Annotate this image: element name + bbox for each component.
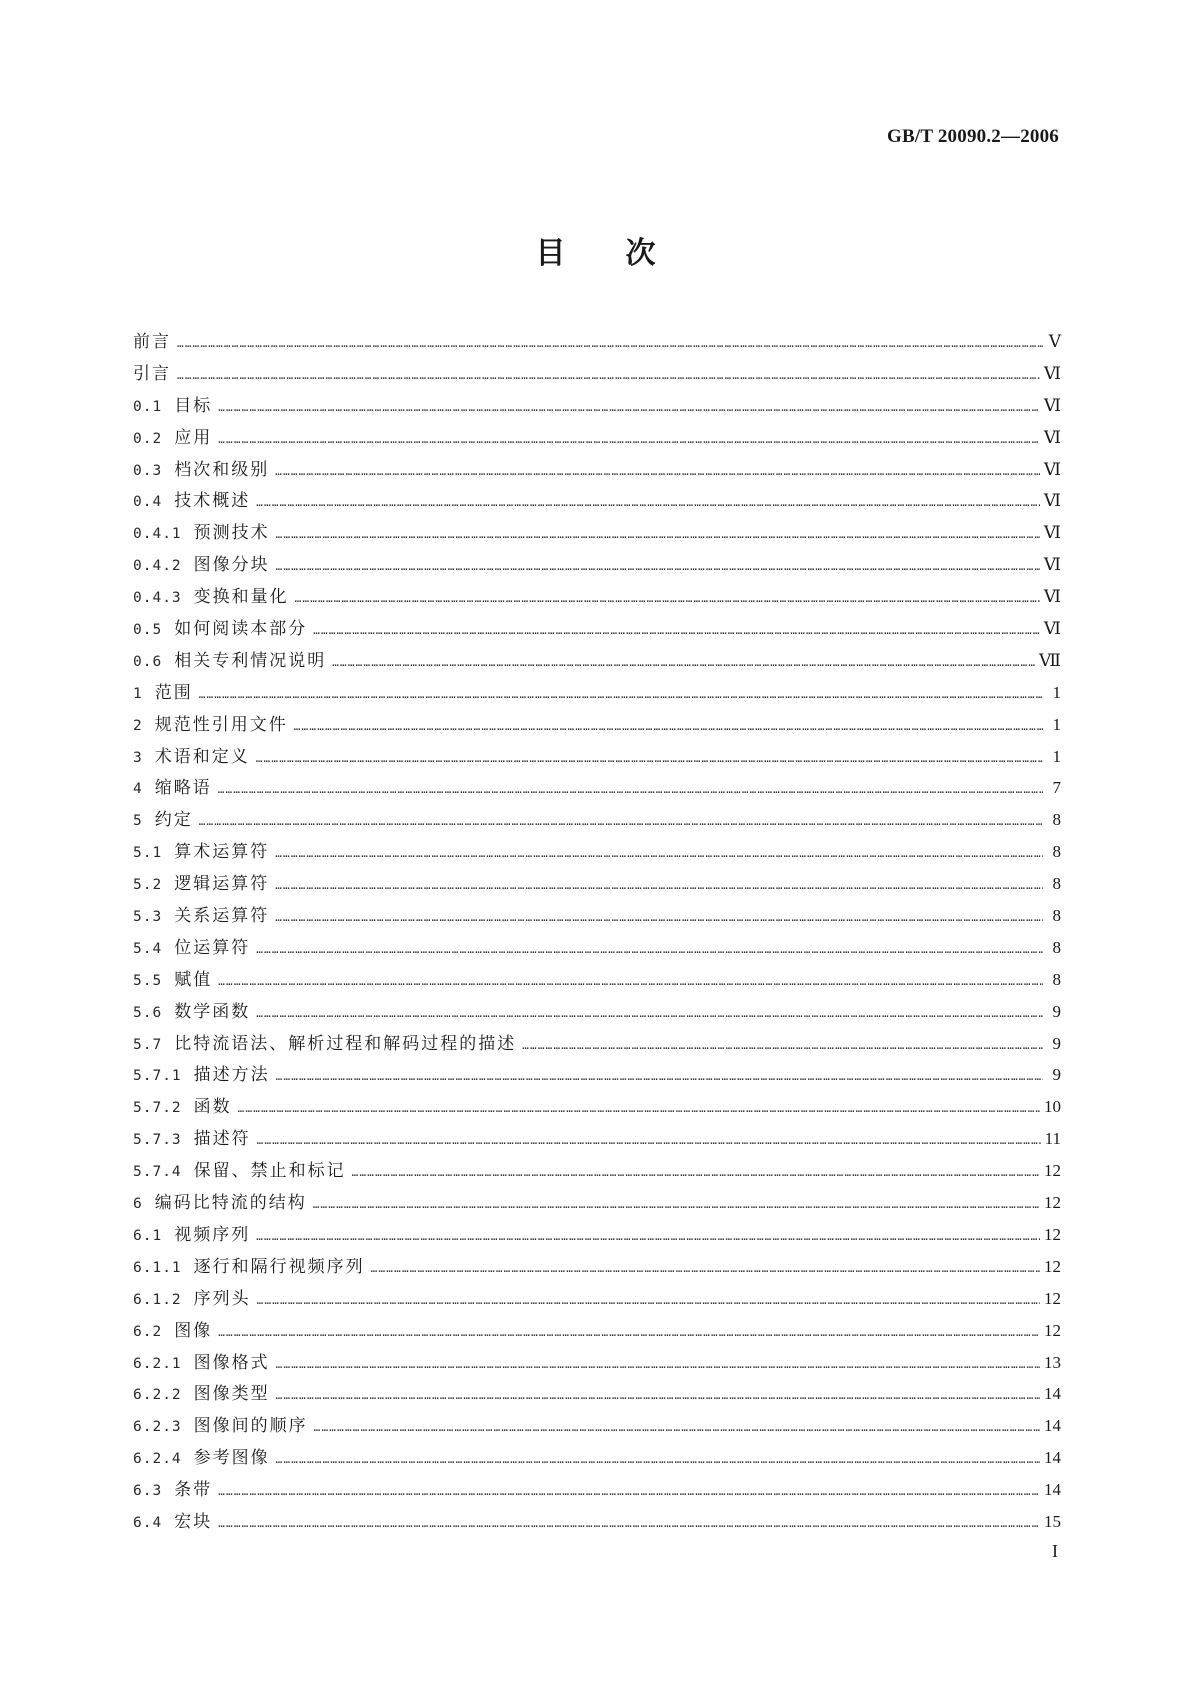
toc-entry[interactable]: [133, 682, 1061, 714]
toc-entry[interactable]: [133, 1128, 1061, 1160]
toc-entry-page: 12: [1044, 1288, 1061, 1308]
toc-entry-page: 14: [1044, 1480, 1061, 1500]
toc-entry-title: 相关专利情况说明: [174, 650, 327, 671]
toc-entry-title: 比特流语法、解析过程和解码过程的描述: [174, 1033, 517, 1054]
toc-entry-number: 6.2.4: [133, 1451, 182, 1468]
toc-entry-page: Ⅴ: [1048, 332, 1061, 351]
toc-entry-title: 图像格式: [193, 1352, 270, 1373]
toc-entry-title: 逻辑运算符: [174, 874, 270, 895]
toc-entry-title: 视频序列: [174, 1224, 251, 1245]
toc-entry-title: 范围: [154, 682, 193, 703]
toc-entry-title: 函数: [193, 1097, 232, 1118]
toc-dot-leader: [218, 779, 1043, 801]
toc-dot-leader: [218, 1481, 1040, 1503]
toc-entry-number: 5.4: [133, 940, 163, 957]
toc-entry[interactable]: [133, 1224, 1061, 1256]
toc-entry-page: 14: [1044, 1384, 1061, 1404]
toc-entry-title: 预测技术: [193, 523, 270, 544]
toc-entry-page: 10: [1044, 1097, 1061, 1117]
toc-entry-number: 0.3: [133, 462, 163, 479]
toc-entry-number: 0.4.3: [133, 590, 182, 607]
toc-dot-leader: [313, 620, 1040, 642]
toc-entry-title: 技术概述: [174, 491, 251, 512]
toc-dot-leader: [218, 1513, 1040, 1535]
toc-entry[interactable]: [133, 777, 1061, 809]
toc-entry-number: 6.2.2: [133, 1387, 182, 1404]
toc-dot-leader: [276, 524, 1040, 546]
toc-entry[interactable]: [133, 1415, 1061, 1447]
toc-entry-page: 15: [1044, 1511, 1061, 1531]
toc-entry[interactable]: [133, 873, 1061, 905]
toc-entry-title: 目标: [174, 395, 213, 416]
toc-entry[interactable]: [133, 363, 1061, 395]
toc-entry[interactable]: [133, 746, 1061, 778]
toc-entry-page: 9: [1052, 1033, 1061, 1053]
toc-entry-page: 8: [1052, 906, 1061, 926]
toc-entry[interactable]: [133, 1096, 1061, 1128]
toc-entry[interactable]: [133, 1192, 1061, 1224]
toc-entry[interactable]: [133, 937, 1061, 969]
toc-entry[interactable]: [133, 395, 1061, 427]
toc-entry[interactable]: [133, 1288, 1061, 1320]
toc-entry-page: 9: [1052, 1001, 1061, 1021]
toc-entry-title: 算术运算符: [174, 842, 270, 863]
toc-entry-number: 5.7: [133, 1036, 163, 1053]
toc-entry[interactable]: [133, 1479, 1061, 1511]
toc-dot-leader: [256, 939, 1043, 961]
toc-dot-leader: [256, 492, 1040, 514]
toc-entry[interactable]: [133, 459, 1061, 491]
toc-entry-title: 编码比特流的结构: [154, 1193, 307, 1214]
toc-dot-leader: [295, 588, 1040, 610]
toc-entry[interactable]: [133, 841, 1061, 873]
toc-entry-page: 1: [1052, 714, 1061, 734]
toc-dot-leader: [276, 1449, 1040, 1471]
page-title: 目次: [535, 236, 716, 271]
toc-entry[interactable]: [133, 714, 1061, 746]
toc-entry-page: Ⅵ: [1043, 587, 1061, 607]
toc-entry-page: Ⅵ: [1043, 459, 1061, 479]
toc-entry-number: 0.4: [133, 494, 163, 511]
toc-entry-page: 8: [1052, 842, 1061, 862]
toc-entry-number: 4: [133, 781, 143, 798]
toc-entry-page: Ⅶ: [1039, 650, 1061, 670]
toc-entry-title: 图像: [174, 1320, 213, 1341]
toc-entry-title: 应用: [174, 427, 213, 448]
toc-entry-page: 12: [1044, 1161, 1061, 1181]
toc-dot-leader: [199, 811, 1043, 833]
toc-entry-title: 前言: [133, 332, 171, 352]
toc-entry-number: 6.1.1: [133, 1259, 182, 1276]
toc-dot-leader: [276, 556, 1040, 578]
toc-entry-title: 变换和量化: [193, 587, 289, 608]
toc-dot-leader: [314, 1417, 1040, 1439]
toc-entry-page: 1: [1052, 682, 1061, 702]
toc-dot-leader: [218, 397, 1040, 419]
toc-entry-page: 8: [1052, 874, 1061, 894]
toc-dot-leader: [177, 333, 1043, 355]
toc-entry-page: 14: [1044, 1416, 1061, 1436]
toc-entry-number: 5.1: [133, 845, 163, 862]
toc-dot-leader: [218, 1322, 1040, 1344]
toc-dot-leader: [371, 1258, 1040, 1280]
toc-entry-title: 图像间的顺序: [193, 1416, 308, 1437]
toc-dot-leader: [256, 1003, 1043, 1025]
toc-entry-number: 3: [133, 749, 143, 766]
toc-entry[interactable]: [133, 650, 1061, 682]
toc-entry[interactable]: [133, 1160, 1061, 1192]
toc-entry-page: Ⅵ: [1043, 555, 1061, 575]
page-number: I: [1052, 1541, 1058, 1561]
toc-dot-leader: [276, 1066, 1043, 1088]
toc-entry-title: 如何阅读本部分: [174, 619, 308, 640]
toc-entry-title: 缩略语: [154, 778, 212, 799]
toc-entry[interactable]: [133, 1447, 1061, 1479]
toc-entry-title: 术语和定义: [154, 746, 250, 767]
table-of-contents: [133, 331, 1061, 1543]
toc-dot-leader: [276, 1354, 1040, 1376]
toc-entry-number: 0.5: [133, 622, 163, 639]
toc-entry-number: 1: [133, 685, 143, 702]
toc-entry-title: 约定: [154, 810, 193, 831]
toc-entry[interactable]: [133, 905, 1061, 937]
toc-dot-leader: [256, 748, 1043, 770]
toc-entry-page: 8: [1052, 937, 1061, 957]
toc-entry-title: 关系运算符: [174, 906, 270, 927]
toc-entry-number: 5.3: [133, 909, 163, 926]
toc-entry-title: 描述方法: [193, 1065, 270, 1086]
toc-entry-page: 14: [1044, 1448, 1061, 1468]
toc-entry-title: 赋值: [174, 969, 213, 990]
toc-dot-leader: [218, 971, 1043, 993]
toc-dot-leader: [218, 429, 1040, 451]
toc-entry-title: 逐行和隔行视频序列: [193, 1256, 365, 1277]
toc-entry[interactable]: [133, 1320, 1061, 1352]
toc-entry-number: 0.2: [133, 430, 163, 447]
toc-entry[interactable]: [133, 1511, 1061, 1543]
toc-entry[interactable]: [133, 1383, 1061, 1415]
toc-entry-number: 5.7.3: [133, 1132, 182, 1149]
toc-entry-number: 5.7.1: [133, 1068, 182, 1085]
toc-dot-leader: [275, 461, 1040, 483]
toc-dot-leader: [276, 1385, 1040, 1407]
toc-dot-leader: [352, 1162, 1040, 1184]
toc-entry-title: 图像分块: [193, 555, 270, 576]
toc-entry-page: 8: [1052, 969, 1061, 989]
toc-entry-title: 档次和级别: [174, 459, 270, 480]
toc-entry-page: Ⅵ: [1043, 363, 1061, 383]
toc-entry-page: 12: [1044, 1193, 1061, 1213]
toc-entry[interactable]: [133, 490, 1061, 522]
toc-entry[interactable]: [133, 1033, 1061, 1065]
toc-entry[interactable]: [133, 809, 1061, 841]
toc-entry-page: 12: [1044, 1256, 1061, 1276]
toc-entry[interactable]: [133, 1256, 1061, 1288]
toc-entry-page: 1: [1052, 746, 1061, 766]
toc-entry[interactable]: [133, 1064, 1061, 1096]
standard-code: GB/T 20090.2—2006: [887, 126, 1059, 147]
toc-entry-page: 9: [1052, 1065, 1061, 1085]
toc-entry[interactable]: [133, 1001, 1061, 1033]
toc-dot-leader: [522, 1035, 1043, 1057]
toc-entry-page: 12: [1044, 1224, 1061, 1244]
toc-entry-title: 描述符: [193, 1129, 251, 1150]
toc-entry-number: 6.2: [133, 1323, 163, 1340]
toc-dot-leader: [313, 1194, 1040, 1216]
toc-entry-number: 6: [133, 1196, 143, 1213]
toc-dot-leader: [257, 1130, 1041, 1152]
toc-entry-page: Ⅵ: [1043, 427, 1061, 447]
toc-entry-number: 6.1: [133, 1227, 163, 1244]
toc-entry-page: Ⅵ: [1043, 523, 1061, 543]
toc-entry-number: 5.5: [133, 972, 163, 989]
toc-entry-number: 5.2: [133, 877, 163, 894]
toc-entry-page: 8: [1052, 810, 1061, 830]
toc-entry-number: 6.2.1: [133, 1355, 182, 1372]
toc-entry-title: 保留、禁止和标记: [193, 1161, 346, 1182]
toc-entry-page: 11: [1044, 1129, 1061, 1149]
toc-entry[interactable]: [133, 969, 1061, 1001]
toc-entry-number: 5.7.4: [133, 1164, 182, 1181]
toc-entry[interactable]: [133, 618, 1061, 650]
toc-entry-page: Ⅵ: [1043, 491, 1061, 511]
toc-dot-leader: [257, 1290, 1040, 1312]
toc-dot-leader: [332, 652, 1035, 674]
toc-entry-number: 0.4.1: [133, 526, 182, 543]
toc-entry-page: 7: [1052, 778, 1061, 798]
toc-entry-page: 13: [1044, 1352, 1061, 1372]
toc-entry-title: 条带: [174, 1480, 213, 1501]
toc-dot-leader: [275, 843, 1043, 865]
toc-entry-title: 图像类型: [193, 1384, 270, 1405]
toc-entry-number: 6.3: [133, 1483, 163, 1500]
toc-entry-number: 2: [133, 717, 143, 734]
toc-entry[interactable]: [133, 554, 1061, 586]
toc-entry-number: 5: [133, 813, 143, 830]
toc-entry-title: 位运算符: [174, 937, 251, 958]
toc-entry[interactable]: [133, 522, 1061, 554]
toc-dot-leader: [275, 875, 1043, 897]
toc-entry-title: 引言: [133, 363, 171, 384]
toc-entry-title: 序列头: [193, 1288, 251, 1309]
toc-entry-number: 6.4: [133, 1514, 163, 1531]
toc-entry-page: Ⅵ: [1043, 619, 1061, 639]
toc-dot-leader: [199, 684, 1043, 706]
toc-entry-number: 0.6: [133, 653, 163, 670]
toc-entry-number: 5.6: [133, 1004, 163, 1021]
toc-entry-number: 5.7.2: [133, 1100, 182, 1117]
toc-entry-title: 数学函数: [174, 1001, 251, 1022]
toc-entry-number: 6.2.3: [133, 1419, 182, 1436]
toc-entry-title: 宏块: [174, 1511, 213, 1532]
toc-dot-leader: [256, 1226, 1040, 1248]
toc-entry-title: 规范性引用文件: [154, 714, 288, 735]
toc-dot-leader: [275, 907, 1043, 929]
toc-entry-number: 6.1.2: [133, 1291, 182, 1308]
toc-entry[interactable]: [133, 586, 1061, 618]
toc-entry-page: Ⅵ: [1043, 395, 1061, 415]
toc-entry[interactable]: [133, 331, 1061, 363]
toc-entry[interactable]: [133, 427, 1061, 459]
toc-dot-leader: [177, 365, 1040, 387]
toc-dot-leader: [294, 716, 1043, 738]
toc-entry-page: 12: [1044, 1320, 1061, 1340]
toc-entry-number: 0.4.2: [133, 558, 182, 575]
toc-entry-title: 参考图像: [193, 1448, 270, 1469]
toc-dot-leader: [238, 1098, 1040, 1120]
toc-entry[interactable]: [133, 1352, 1061, 1384]
toc-entry-number: 0.1: [133, 398, 163, 415]
